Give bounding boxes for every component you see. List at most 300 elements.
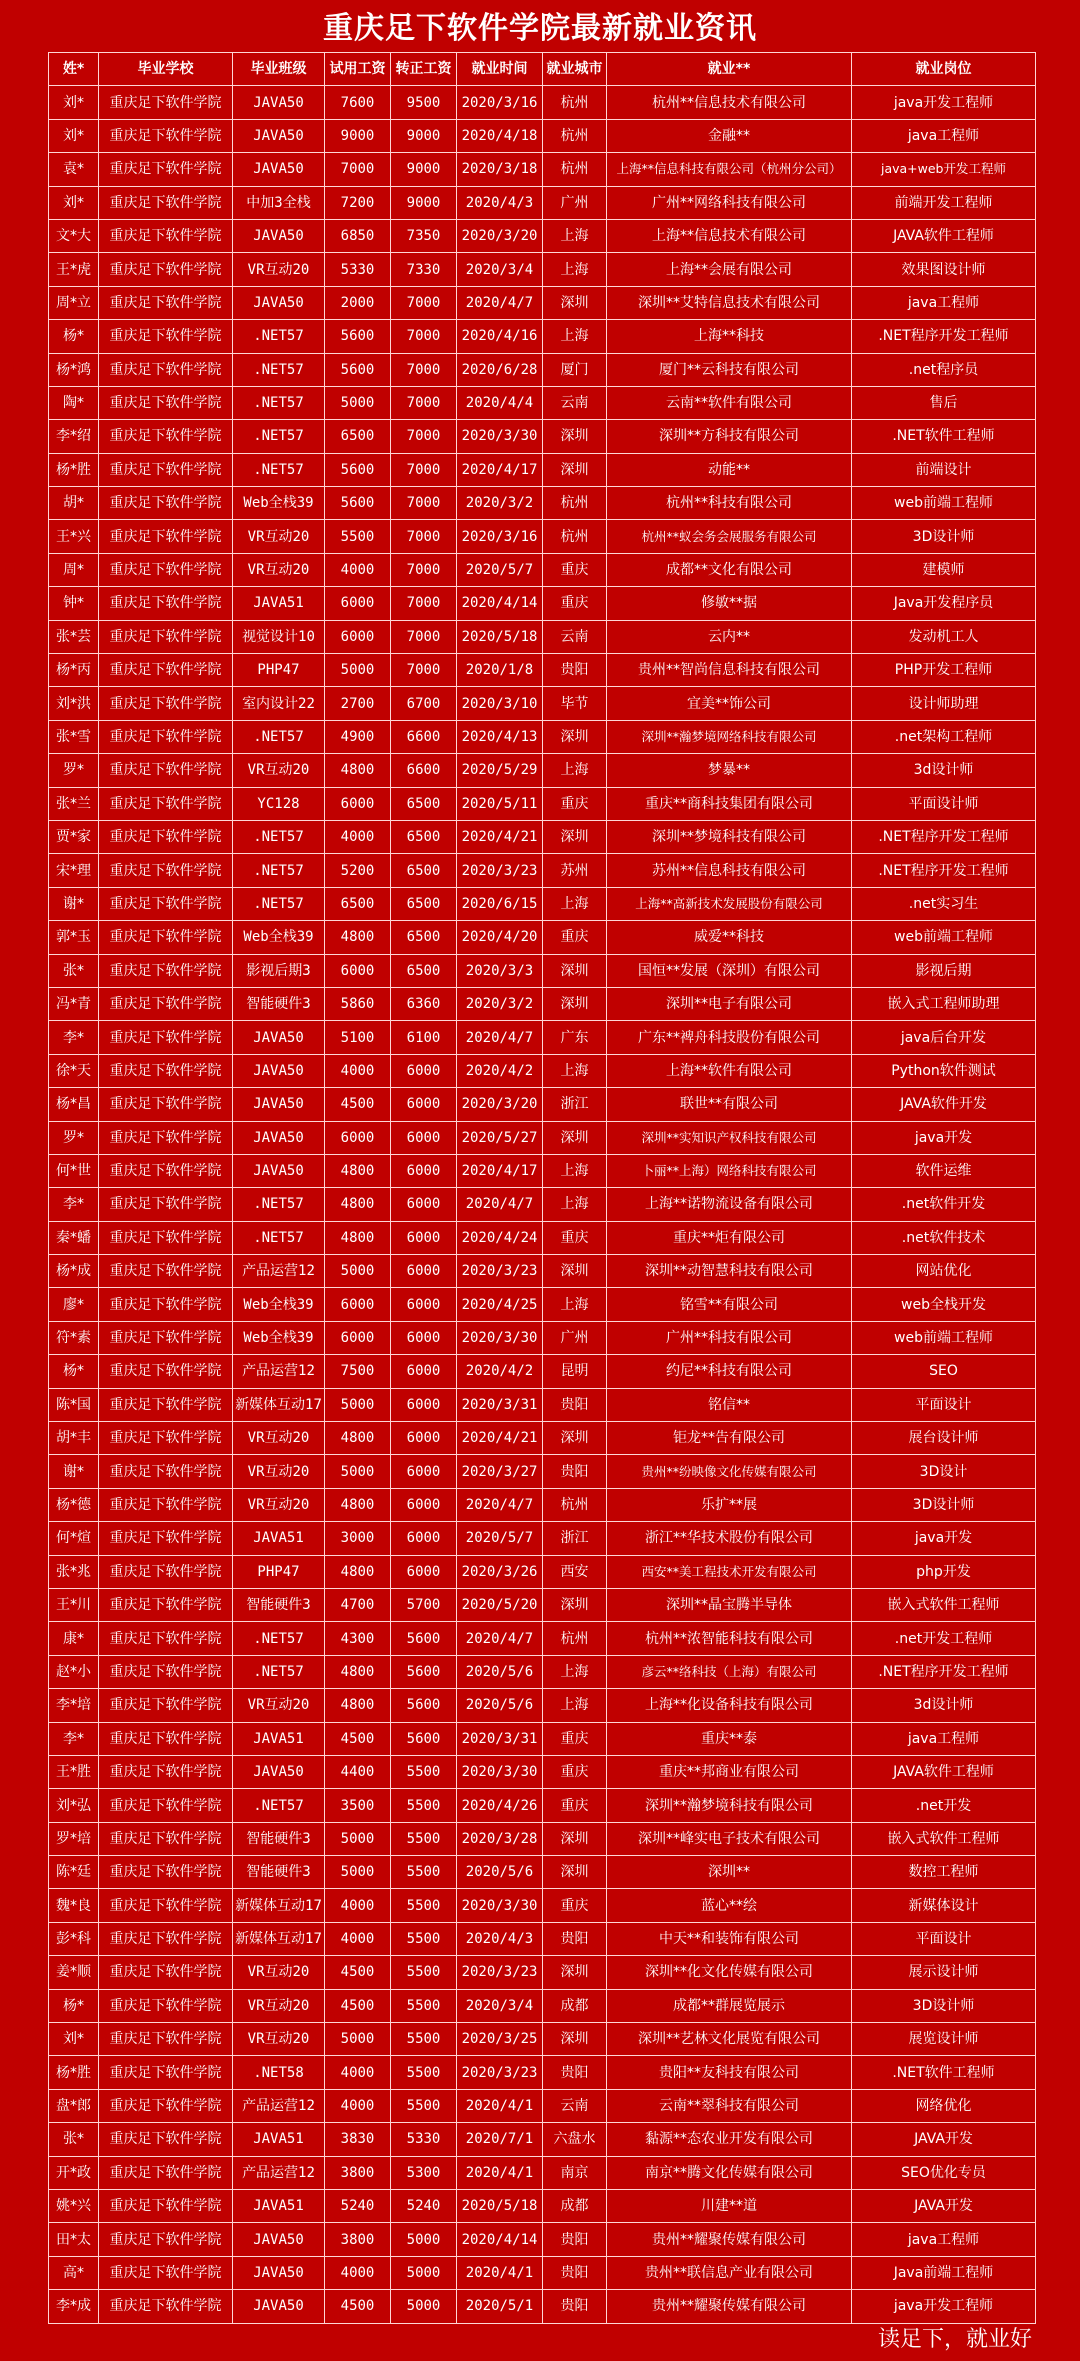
cell-position: web前端工程师: [852, 921, 1036, 954]
cell-date: 2020/4/18: [457, 119, 543, 152]
cell-trial-salary: 9000: [325, 119, 391, 152]
cell-position: java后台开发: [852, 1021, 1036, 1054]
cell-regular-salary: 6000: [391, 1522, 457, 1555]
cell-company: 杭州**科技有限公司: [607, 487, 852, 520]
cell-trial-salary: 5600: [325, 453, 391, 486]
cell-regular-salary: 6360: [391, 987, 457, 1020]
column-header-school: 毕业学校: [99, 53, 233, 86]
cell-date: 2020/5/7: [457, 1522, 543, 1555]
cell-trial-salary: 7600: [325, 86, 391, 119]
cell-school: 重庆足下软件学院: [99, 1455, 233, 1488]
cell-city: 浙江: [543, 1522, 607, 1555]
cell-school: 重庆足下软件学院: [99, 2156, 233, 2189]
cell-class: .NET57: [233, 1655, 325, 1688]
cell-date: 2020/5/29: [457, 754, 543, 787]
column-header-position: 就业岗位: [852, 53, 1036, 86]
cell-regular-salary: 5600: [391, 1722, 457, 1755]
cell-position: .NET程序开发工程师: [852, 854, 1036, 887]
cell-school: 重庆足下软件学院: [99, 1388, 233, 1421]
cell-school: 重庆足下软件学院: [99, 2290, 233, 2323]
table-row: [49, 253, 1036, 286]
cell-position: java开发工程师: [852, 2290, 1036, 2323]
cell-company: 上海**信息技术有限公司: [607, 219, 852, 252]
cell-company: 南京**腾文化传媒有限公司: [607, 2156, 852, 2189]
cell-date: 2020/3/28: [457, 1822, 543, 1855]
table-row: [49, 1422, 1036, 1455]
cell-regular-salary: 6000: [391, 1555, 457, 1588]
cell-school: 重庆足下软件学院: [99, 2223, 233, 2256]
cell-position: java开发: [852, 1522, 1036, 1555]
cell-school: 重庆足下软件学院: [99, 453, 233, 486]
cell-class: .NET57: [233, 353, 325, 386]
cell-regular-salary: 7000: [391, 386, 457, 419]
cell-position: .net软件技术: [852, 1221, 1036, 1254]
cell-trial-salary: 4300: [325, 1622, 391, 1655]
cell-name: 秦*蟠: [49, 1221, 99, 1254]
cell-company: 深圳**艾特信息技术有限公司: [607, 286, 852, 319]
cell-school: 重庆足下软件学院: [99, 86, 233, 119]
table-header-row: [49, 53, 1036, 86]
cell-regular-salary: 6500: [391, 820, 457, 853]
cell-regular-salary: 6100: [391, 1021, 457, 1054]
cell-school: 重庆足下软件学院: [99, 754, 233, 787]
cell-school: 重庆足下软件学院: [99, 1989, 233, 2022]
cell-name: 康*: [49, 1622, 99, 1655]
cell-company: 乐扩**展: [607, 1488, 852, 1521]
cell-company: 黏源**态农业开发有限公司: [607, 2123, 852, 2156]
cell-regular-salary: 5500: [391, 1922, 457, 1955]
cell-city: 深圳: [543, 1588, 607, 1621]
table-row: [49, 1355, 1036, 1388]
cell-name: 陶*: [49, 386, 99, 419]
cell-date: 2020/5/6: [457, 1689, 543, 1722]
cell-trial-salary: 4400: [325, 1755, 391, 1788]
cell-company: 贵州**耀聚传媒有限公司: [607, 2223, 852, 2256]
cell-class: 新媒体互动17: [233, 1922, 325, 1955]
cell-date: 2020/3/30: [457, 1889, 543, 1922]
cell-date: 2020/4/7: [457, 1021, 543, 1054]
cell-date: 2020/4/4: [457, 386, 543, 419]
cell-name: 周*立: [49, 286, 99, 319]
cell-city: 广州: [543, 1321, 607, 1354]
cell-name: 谢*: [49, 887, 99, 920]
cell-date: 2020/3/20: [457, 1088, 543, 1121]
cell-company: 深圳**瀚梦境科技有限公司: [607, 1789, 852, 1822]
cell-school: 重庆足下软件学院: [99, 253, 233, 286]
cell-trial-salary: 3800: [325, 2156, 391, 2189]
cell-trial-salary: 5000: [325, 386, 391, 419]
cell-city: 贵阳: [543, 654, 607, 687]
cell-regular-salary: 5000: [391, 2290, 457, 2323]
table-row: [49, 987, 1036, 1020]
cell-date: 2020/3/25: [457, 2023, 543, 2056]
cell-company: 重庆**炬有限公司: [607, 1221, 852, 1254]
cell-date: 2020/3/2: [457, 987, 543, 1020]
cell-company: 云内**: [607, 620, 852, 653]
table-row: [49, 1856, 1036, 1889]
cell-name: 钟*: [49, 587, 99, 620]
cell-trial-salary: 6500: [325, 420, 391, 453]
cell-school: 重庆足下软件学院: [99, 1221, 233, 1254]
cell-city: 云南: [543, 620, 607, 653]
cell-position: .NET程序开发工程师: [852, 820, 1036, 853]
cell-position: 3D设计师: [852, 1488, 1036, 1521]
cell-city: 上海: [543, 1655, 607, 1688]
cell-city: 深圳: [543, 1856, 607, 1889]
cell-company: 深圳**艺林文化展览有限公司: [607, 2023, 852, 2056]
cell-regular-salary: 6000: [391, 1088, 457, 1121]
cell-name: 杨*: [49, 1355, 99, 1388]
cell-school: 重庆足下软件学院: [99, 887, 233, 920]
cell-name: 何*世: [49, 1154, 99, 1187]
cell-company: 修敏**据: [607, 587, 852, 620]
cell-city: 上海: [543, 1054, 607, 1087]
cell-company: 威爱**科技: [607, 921, 852, 954]
cell-school: 重庆足下软件学院: [99, 854, 233, 887]
cell-trial-salary: 3800: [325, 2223, 391, 2256]
cell-school: 重庆足下软件学院: [99, 1355, 233, 1388]
cell-date: 2020/3/4: [457, 1989, 543, 2022]
cell-class: 智能硬件3: [233, 1856, 325, 1889]
table-row: [49, 1488, 1036, 1521]
cell-class: .NET57: [233, 720, 325, 753]
cell-city: 重庆: [543, 553, 607, 586]
cell-name: 周*: [49, 553, 99, 586]
cell-school: 重庆足下软件学院: [99, 620, 233, 653]
cell-position: JAVA软件工程师: [852, 219, 1036, 252]
cell-regular-salary: 7000: [391, 654, 457, 687]
cell-school: 重庆足下软件学院: [99, 1689, 233, 1722]
cell-regular-salary: 5500: [391, 1856, 457, 1889]
cell-regular-salary: 7000: [391, 420, 457, 453]
cell-school: 重庆足下软件学院: [99, 1555, 233, 1588]
cell-city: 贵阳: [543, 2256, 607, 2289]
cell-company: 西安**美工程技术开发有限公司: [607, 1555, 852, 1588]
cell-city: 成都: [543, 1989, 607, 2022]
cell-class: VR互动20: [233, 1989, 325, 2022]
cell-city: 深圳: [543, 286, 607, 319]
table-row: [49, 1321, 1036, 1354]
cell-regular-salary: 6000: [391, 1488, 457, 1521]
cell-class: 产品运营12: [233, 1355, 325, 1388]
cell-position: java工程师: [852, 2223, 1036, 2256]
cell-position: 前端开发工程师: [852, 186, 1036, 219]
cell-city: 杭州: [543, 1488, 607, 1521]
cell-city: 深圳: [543, 820, 607, 853]
table-row: [49, 1722, 1036, 1755]
cell-class: VR互动20: [233, 1488, 325, 1521]
table-row: [49, 1588, 1036, 1621]
cell-city: 深圳: [543, 987, 607, 1020]
cell-regular-salary: 6500: [391, 921, 457, 954]
cell-trial-salary: 5330: [325, 253, 391, 286]
cell-name: 姚*兴: [49, 2190, 99, 2223]
cell-date: 2020/1/8: [457, 654, 543, 687]
table-row: [49, 1922, 1036, 1955]
cell-class: .NET57: [233, 1221, 325, 1254]
cell-date: 2020/3/4: [457, 253, 543, 286]
cell-company: 贵州**联信息产业有限公司: [607, 2256, 852, 2289]
cell-name: 谢*: [49, 1455, 99, 1488]
cell-regular-salary: 5500: [391, 1789, 457, 1822]
cell-regular-salary: 6600: [391, 720, 457, 753]
cell-position: SEO: [852, 1355, 1036, 1388]
cell-company: 上海**软件有限公司: [607, 1054, 852, 1087]
cell-position: .net架构工程师: [852, 720, 1036, 753]
cell-class: .NET58: [233, 2056, 325, 2089]
cell-position: 展台设计师: [852, 1422, 1036, 1455]
table-row: [49, 453, 1036, 486]
table-row: [49, 1188, 1036, 1221]
cell-city: 深圳: [543, 1255, 607, 1288]
cell-date: 2020/3/27: [457, 1455, 543, 1488]
cell-company: 动能**: [607, 453, 852, 486]
cell-trial-salary: 4500: [325, 1989, 391, 2022]
cell-regular-salary: 5000: [391, 2256, 457, 2289]
cell-name: 王*川: [49, 1588, 99, 1621]
cell-position: 3D设计师: [852, 520, 1036, 553]
cell-school: 重庆足下软件学院: [99, 2256, 233, 2289]
cell-company: 成都**群展览展示: [607, 1989, 852, 2022]
cell-name: 李*培: [49, 1689, 99, 1722]
cell-company: 约尼**科技有限公司: [607, 1355, 852, 1388]
cell-date: 2020/3/10: [457, 687, 543, 720]
cell-name: 符*素: [49, 1321, 99, 1354]
cell-position: JAVA开发: [852, 2123, 1036, 2156]
cell-trial-salary: 6000: [325, 1321, 391, 1354]
page-title: 重庆足下软件学院最新就业资讯: [323, 11, 757, 46]
cell-name: 张*兰: [49, 787, 99, 820]
cell-position: 平面设计: [852, 1388, 1036, 1421]
cell-class: JAVA51: [233, 1722, 325, 1755]
cell-city: 上海: [543, 253, 607, 286]
cell-date: 2020/4/24: [457, 1221, 543, 1254]
cell-name: 赵*小: [49, 1655, 99, 1688]
cell-regular-salary: 6000: [391, 1422, 457, 1455]
cell-city: 重庆: [543, 587, 607, 620]
cell-trial-salary: 4700: [325, 1588, 391, 1621]
cell-trial-salary: 6500: [325, 887, 391, 920]
table-row: [49, 119, 1036, 152]
cell-city: 云南: [543, 386, 607, 419]
cell-trial-salary: 4800: [325, 921, 391, 954]
cell-trial-salary: 2700: [325, 687, 391, 720]
cell-class: JAVA50: [233, 1121, 325, 1154]
cell-regular-salary: 9500: [391, 86, 457, 119]
cell-city: 杭州: [543, 520, 607, 553]
cell-trial-salary: 5600: [325, 353, 391, 386]
cell-city: 深圳: [543, 453, 607, 486]
cell-class: .NET57: [233, 420, 325, 453]
cell-regular-salary: 6000: [391, 1188, 457, 1221]
cell-company: 上海**会展有限公司: [607, 253, 852, 286]
cell-trial-salary: 4500: [325, 1956, 391, 1989]
cell-position: 数控工程师: [852, 1856, 1036, 1889]
cell-class: .NET57: [233, 820, 325, 853]
cell-school: 重庆足下软件学院: [99, 1922, 233, 1955]
cell-school: 重庆足下软件学院: [99, 820, 233, 853]
cell-class: .NET57: [233, 453, 325, 486]
cell-school: 重庆足下软件学院: [99, 1088, 233, 1121]
cell-date: 2020/4/14: [457, 587, 543, 620]
cell-school: 重庆足下软件学院: [99, 687, 233, 720]
cell-school: 重庆足下软件学院: [99, 787, 233, 820]
cell-trial-salary: 4000: [325, 820, 391, 853]
cell-school: 重庆足下软件学院: [99, 153, 233, 186]
cell-position: php开发: [852, 1555, 1036, 1588]
cell-date: 2020/5/20: [457, 1588, 543, 1621]
cell-date: 2020/3/30: [457, 420, 543, 453]
cell-name: 罗*: [49, 754, 99, 787]
table-row: [49, 887, 1036, 920]
cell-position: .NET程序开发工程师: [852, 320, 1036, 353]
table-row: [49, 1989, 1036, 2022]
cell-position: JAVA软件工程师: [852, 1755, 1036, 1788]
cell-trial-salary: 5200: [325, 854, 391, 887]
table-row: [49, 520, 1036, 553]
cell-city: 深圳: [543, 1822, 607, 1855]
table-row: [49, 1822, 1036, 1855]
cell-trial-salary: 3500: [325, 1789, 391, 1822]
table-row: [49, 620, 1036, 653]
cell-trial-salary: 4800: [325, 1188, 391, 1221]
cell-company: 贵州**纷映像文化传媒有限公司: [607, 1455, 852, 1488]
column-header-city: 就业城市: [543, 53, 607, 86]
cell-date: 2020/3/2: [457, 487, 543, 520]
cell-company: 成都**文化有限公司: [607, 553, 852, 586]
cell-city: 云南: [543, 2089, 607, 2122]
cell-school: 重庆足下软件学院: [99, 1522, 233, 1555]
cell-city: 深圳: [543, 420, 607, 453]
table-row: [49, 2256, 1036, 2289]
cell-city: 毕节: [543, 687, 607, 720]
cell-name: 王*兴: [49, 520, 99, 553]
cell-regular-salary: 5240: [391, 2190, 457, 2223]
cell-company: 梦暴**: [607, 754, 852, 787]
cell-class: JAVA51: [233, 2190, 325, 2223]
cell-regular-salary: 6000: [391, 1288, 457, 1321]
cell-company: 重庆**邦商业有限公司: [607, 1755, 852, 1788]
cell-date: 2020/4/20: [457, 921, 543, 954]
cell-regular-salary: 6000: [391, 1255, 457, 1288]
cell-school: 重庆足下软件学院: [99, 1755, 233, 1788]
cell-position: Java前端工程师: [852, 2256, 1036, 2289]
cell-city: 重庆: [543, 1722, 607, 1755]
cell-name: 杨*: [49, 1989, 99, 2022]
cell-position: 软件运维: [852, 1154, 1036, 1187]
cell-class: .NET57: [233, 1188, 325, 1221]
cell-city: 重庆: [543, 1889, 607, 1922]
cell-school: 重庆足下软件学院: [99, 1054, 233, 1087]
table-row: [49, 2056, 1036, 2089]
cell-position: 网络优化: [852, 2089, 1036, 2122]
cell-date: 2020/5/11: [457, 787, 543, 820]
cell-regular-salary: 5500: [391, 1822, 457, 1855]
cell-trial-salary: 5000: [325, 1455, 391, 1488]
cell-regular-salary: 5500: [391, 1755, 457, 1788]
cell-regular-salary: 6000: [391, 1321, 457, 1354]
footer-slogan: 读足下，就业好: [877, 2327, 1032, 2352]
cell-position: .NET程序开发工程师: [852, 1655, 1036, 1688]
table-row: [49, 1288, 1036, 1321]
cell-date: 2020/5/6: [457, 1655, 543, 1688]
cell-company: 上海**高新技术发展股份有限公司: [607, 887, 852, 920]
cell-regular-salary: 5000: [391, 2223, 457, 2256]
cell-regular-salary: 5500: [391, 1989, 457, 2022]
cell-trial-salary: 4000: [325, 1889, 391, 1922]
cell-date: 2020/3/20: [457, 219, 543, 252]
cell-date: 2020/4/25: [457, 1288, 543, 1321]
cell-company: 宜美**饰公司: [607, 687, 852, 720]
cell-date: 2020/3/23: [457, 1956, 543, 1989]
cell-name: 贾*家: [49, 820, 99, 853]
cell-name: 开*政: [49, 2156, 99, 2189]
table-row: [49, 286, 1036, 319]
cell-city: 贵阳: [543, 1455, 607, 1488]
cell-company: 联世**有限公司: [607, 1088, 852, 1121]
table-row: [49, 1021, 1036, 1054]
cell-school: 重庆足下软件学院: [99, 320, 233, 353]
table-row: [49, 1655, 1036, 1688]
cell-city: 上海: [543, 887, 607, 920]
cell-school: 重庆足下软件学院: [99, 1822, 233, 1855]
cell-class: YC128: [233, 787, 325, 820]
cell-name: 李*绍: [49, 420, 99, 453]
cell-trial-salary: 7000: [325, 153, 391, 186]
cell-date: 2020/6/28: [457, 353, 543, 386]
cell-trial-salary: 5000: [325, 654, 391, 687]
cell-company: 卜丽**上海）网络科技有限公司: [607, 1154, 852, 1187]
cell-date: 2020/7/1: [457, 2123, 543, 2156]
cell-regular-salary: 6000: [391, 1121, 457, 1154]
cell-trial-salary: 4500: [325, 2290, 391, 2323]
cell-position: .net开发工程师: [852, 1622, 1036, 1655]
cell-position: java工程师: [852, 286, 1036, 319]
cell-company: 深圳**瀚梦境网络科技有限公司: [607, 720, 852, 753]
cell-class: 产品运营12: [233, 2089, 325, 2122]
cell-trial-salary: 4500: [325, 1722, 391, 1755]
cell-city: 浙江: [543, 1088, 607, 1121]
cell-city: 杭州: [543, 1622, 607, 1655]
column-header-name: 姓*: [49, 53, 99, 86]
cell-city: 贵阳: [543, 2290, 607, 2323]
cell-date: 2020/3/26: [457, 1555, 543, 1588]
cell-position: web前端工程师: [852, 487, 1036, 520]
cell-company: 深圳**化文化传媒有限公司: [607, 1956, 852, 1989]
cell-company: 川建**道: [607, 2190, 852, 2223]
cell-date: 2020/5/18: [457, 620, 543, 653]
table-row: [49, 1388, 1036, 1421]
table-row: [49, 186, 1036, 219]
cell-name: 袁*: [49, 153, 99, 186]
cell-city: 苏州: [543, 854, 607, 887]
table-row: [49, 1755, 1036, 1788]
cell-position: 3D设计: [852, 1455, 1036, 1488]
cell-company: 杭州**浓智能科技有限公司: [607, 1622, 852, 1655]
cell-class: 产品运营12: [233, 1255, 325, 1288]
cell-school: 重庆足下软件学院: [99, 987, 233, 1020]
cell-company: 上海**科技: [607, 320, 852, 353]
cell-class: VR互动20: [233, 1956, 325, 1989]
cell-position: 3d设计师: [852, 1689, 1036, 1722]
cell-city: 杭州: [543, 119, 607, 152]
cell-class: PHP47: [233, 654, 325, 687]
cell-position: 嵌入式软件工程师: [852, 1588, 1036, 1621]
cell-date: 2020/4/1: [457, 2256, 543, 2289]
cell-date: 2020/4/3: [457, 186, 543, 219]
cell-city: 西安: [543, 1555, 607, 1588]
cell-company: 中天**和装饰有限公司: [607, 1922, 852, 1955]
